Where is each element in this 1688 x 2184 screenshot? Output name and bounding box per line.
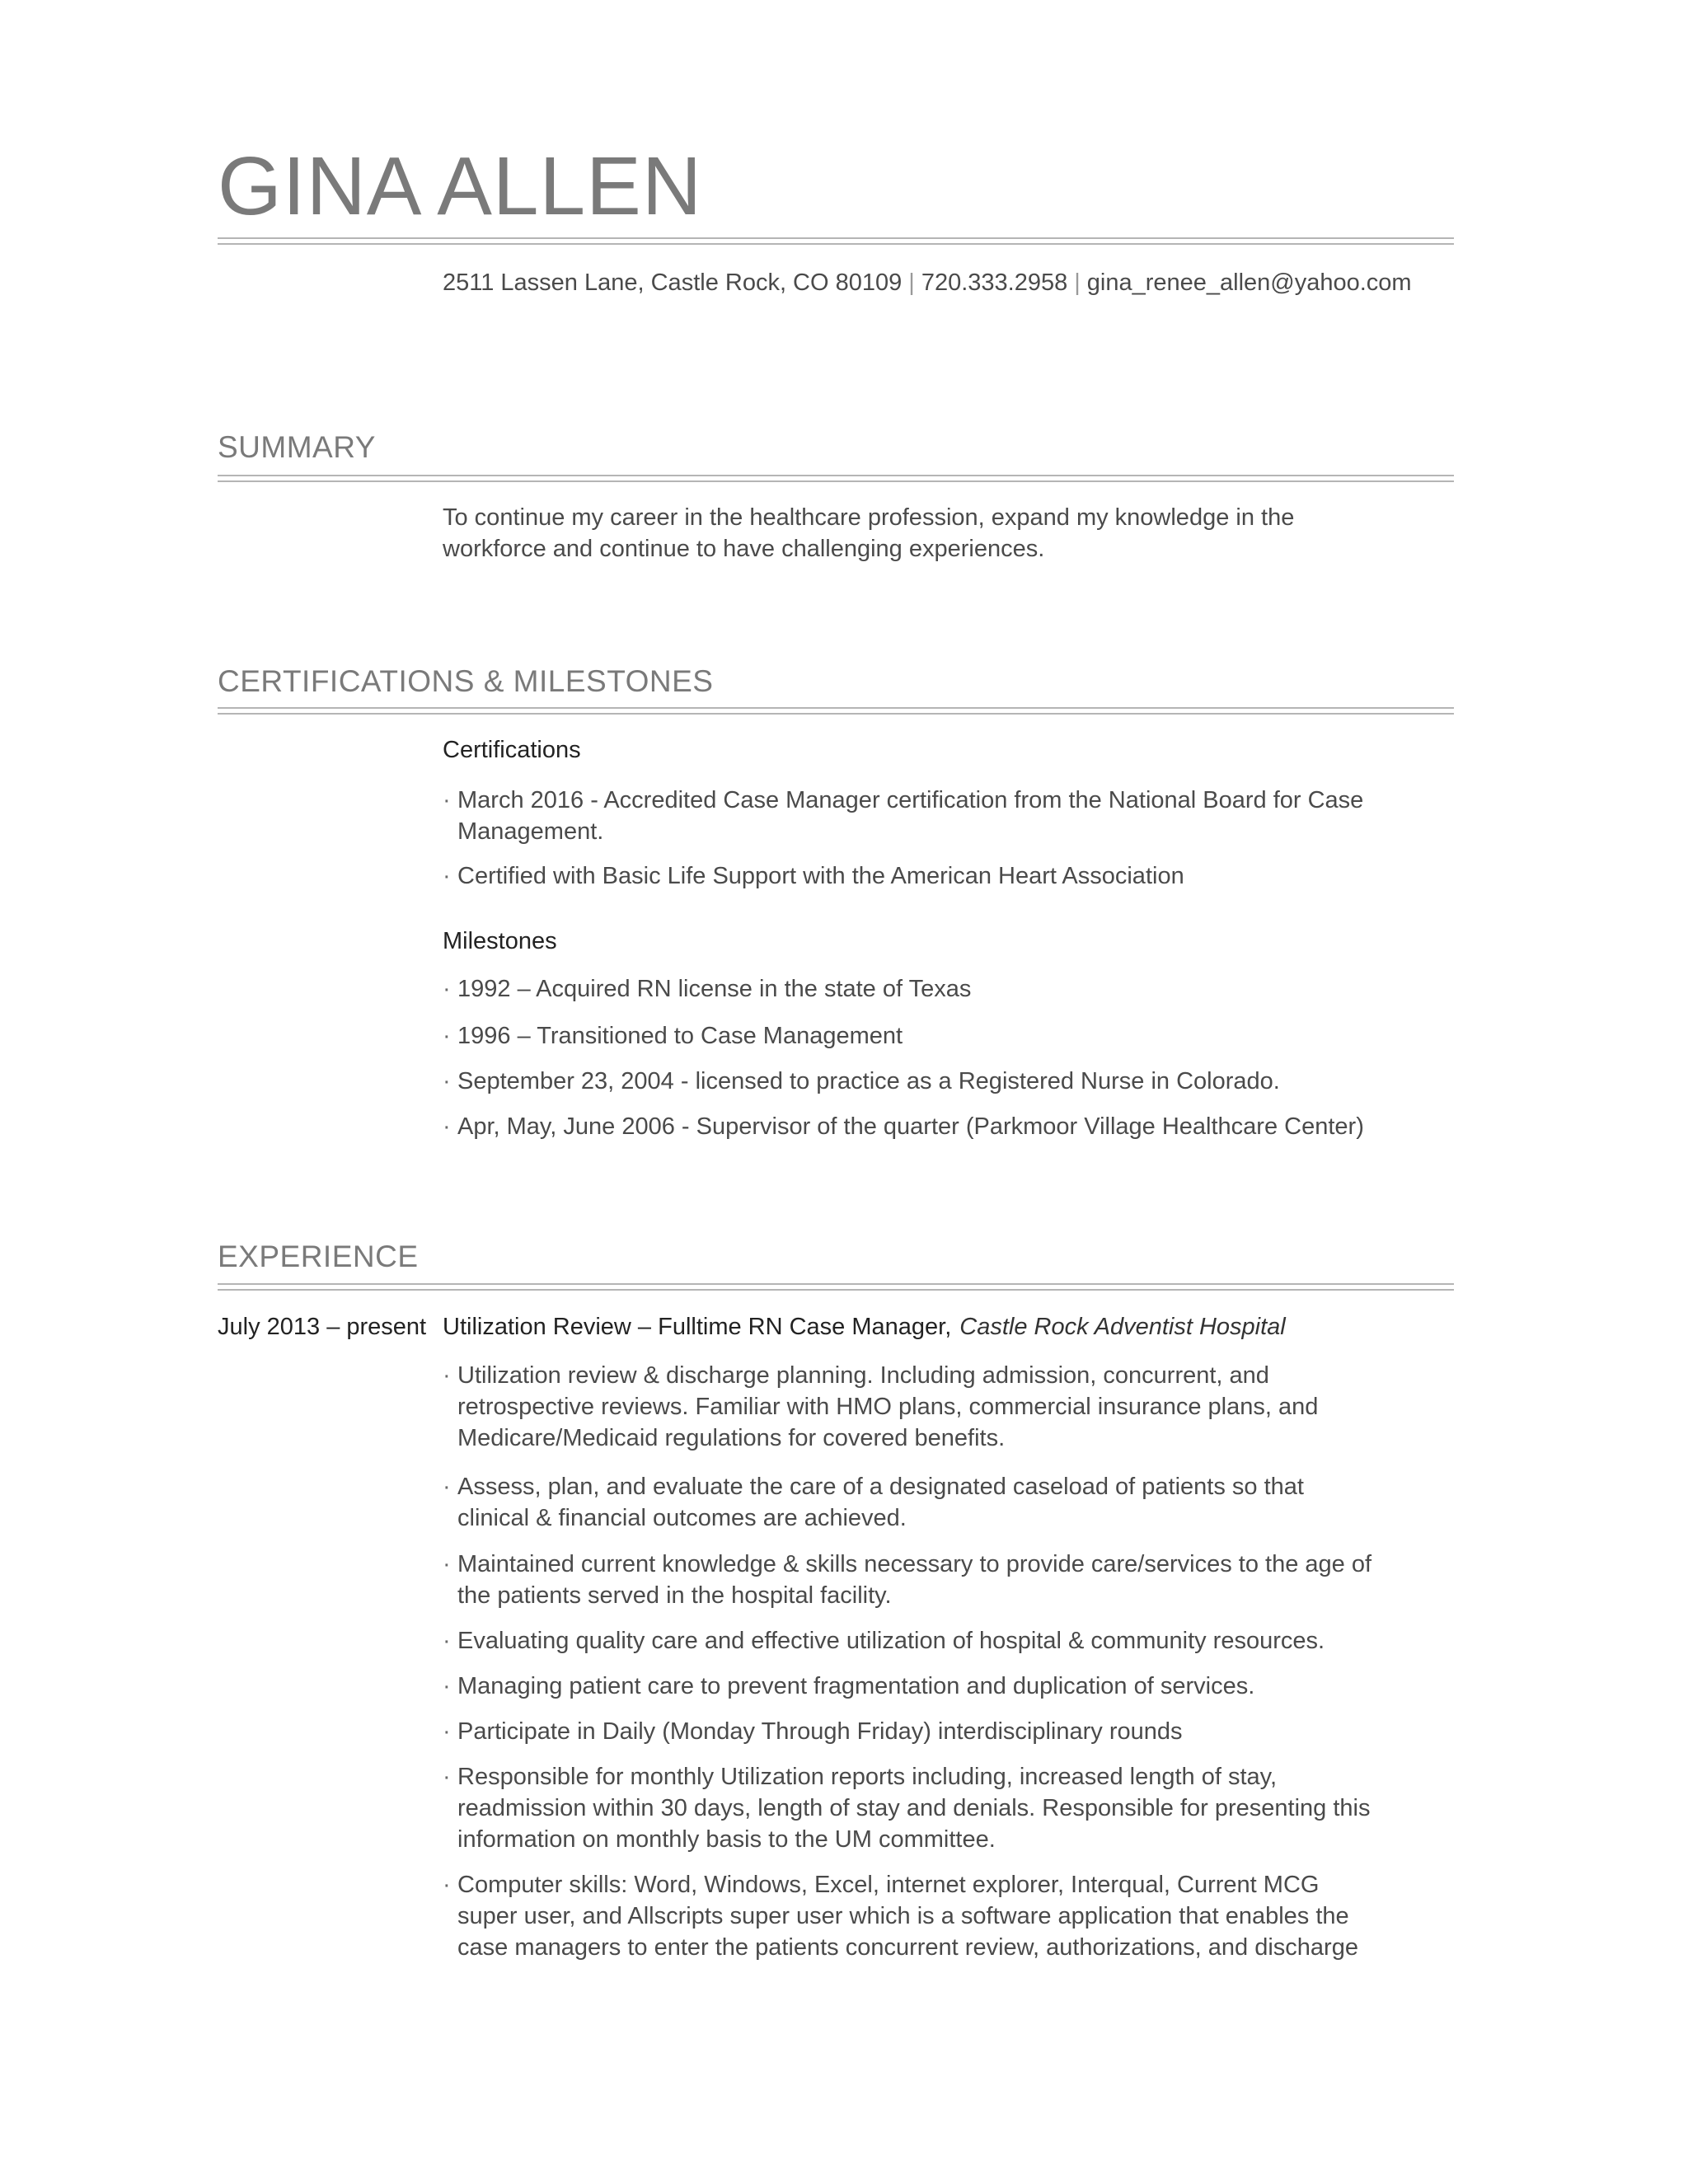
- summary-heading: SUMMARY: [218, 430, 376, 464]
- phone: 720.333.2958: [921, 269, 1068, 296]
- candidate-name: GINA ALLEN: [218, 140, 703, 232]
- bullet-icon: ·: [443, 1628, 451, 1654]
- separator: |: [908, 269, 915, 296]
- list-item: · Certified with Basic Life Support with the American Heart Association: [443, 860, 1374, 892]
- experience-divider: [218, 1283, 1454, 1291]
- bullet-icon: ·: [443, 787, 451, 813]
- bullet-icon: ·: [443, 1673, 451, 1699]
- job-dates: July 2013 – present: [218, 1314, 427, 1340]
- bullet-icon: ·: [443, 1764, 451, 1790]
- certifications-divider: [218, 707, 1454, 715]
- list-item: · Responsible for monthly Utilization reports including, increased length of stay, readmission within 30 days, length of stay and denials. Responsible for presenting this information on monthly basis to the UM committee.: [443, 1761, 1374, 1855]
- list-item: · Computer skills: Word, Windows, Excel, internet explorer, Interqual, Current MCG super user, and Allscripts super user which is a software application that enables the case managers to enter the patients concurrent review, authorizations, and discharge: [443, 1869, 1374, 1963]
- certifications-subheading: Certifications: [443, 737, 581, 763]
- job-title-line: [443, 1311, 1286, 1343]
- list-item: · 1996 – Transitioned to Case Management: [443, 1020, 1374, 1052]
- milestones-subheading: Milestones: [443, 928, 557, 954]
- contact-line: [443, 266, 1412, 299]
- list-item: · Managing patient care to prevent fragmentation and duplication of services.: [443, 1671, 1374, 1702]
- bullet-icon: ·: [443, 1718, 451, 1745]
- bullet-icon: ·: [443, 1551, 451, 1577]
- email[interactable]: gina_renee_allen@yahoo.com: [1086, 269, 1412, 296]
- bullet-icon: ·: [443, 976, 451, 1002]
- list-item: · September 23, 2004 - licensed to practice as a Registered Nurse in Colorado.: [443, 1066, 1374, 1097]
- bullet-icon: ·: [443, 1068, 451, 1094]
- summary-divider: [218, 475, 1454, 482]
- list-item: · Evaluating quality care and effective utilization of hospital & community resources.: [443, 1625, 1374, 1657]
- list-item: · March 2016 - Accredited Case Manager certification from the National Board for Case Management.: [443, 785, 1374, 847]
- separator: |: [1074, 269, 1081, 296]
- bullet-icon: ·: [443, 1362, 451, 1389]
- list-item: · Maintained current knowledge & skills necessary to provide care/services to the age of the patients served in the hospital facility.: [443, 1549, 1374, 1611]
- job-employer: Castle Rock Adventist Hospital: [959, 1314, 1286, 1340]
- job-role: Utilization Review – Fulltime RN Case Manager,: [443, 1314, 952, 1340]
- bullet-icon: ·: [443, 1474, 451, 1500]
- bullet-icon: ·: [443, 1023, 451, 1049]
- list-item: · Apr, May, June 2006 - Supervisor of the quarter (Parkmoor Village Healthcare Center): [443, 1111, 1374, 1142]
- bullet-icon: ·: [443, 863, 451, 889]
- list-item: · 1992 – Acquired RN license in the state of Texas: [443, 973, 1374, 1005]
- bullet-icon: ·: [443, 1113, 451, 1140]
- experience-heading: EXPERIENCE: [218, 1240, 419, 1273]
- list-item: · Utilization review & discharge planning. Including admission, concurrent, and retrospective reviews. Familiar with HMO plans, commercial insurance plans, and Medicare/Medicaid regulations for covered benefits.: [443, 1360, 1374, 1454]
- summary-text: To continue my career in the healthcare profession, expand my knowledge in the workforce and continue to have challenging experiences.: [443, 504, 1295, 562]
- header-divider: [218, 237, 1454, 245]
- list-item: · Participate in Daily (Monday Through Friday) interdisciplinary rounds: [443, 1716, 1374, 1747]
- list-item: · Assess, plan, and evaluate the care of a designated caseload of patients so that clinical & financial outcomes are achieved.: [443, 1471, 1374, 1534]
- certifications-heading: CERTIFICATIONS & MILESTONES: [218, 664, 714, 698]
- bullet-icon: ·: [443, 1872, 451, 1898]
- address: 2511 Lassen Lane, Castle Rock, CO 80109: [443, 269, 903, 296]
